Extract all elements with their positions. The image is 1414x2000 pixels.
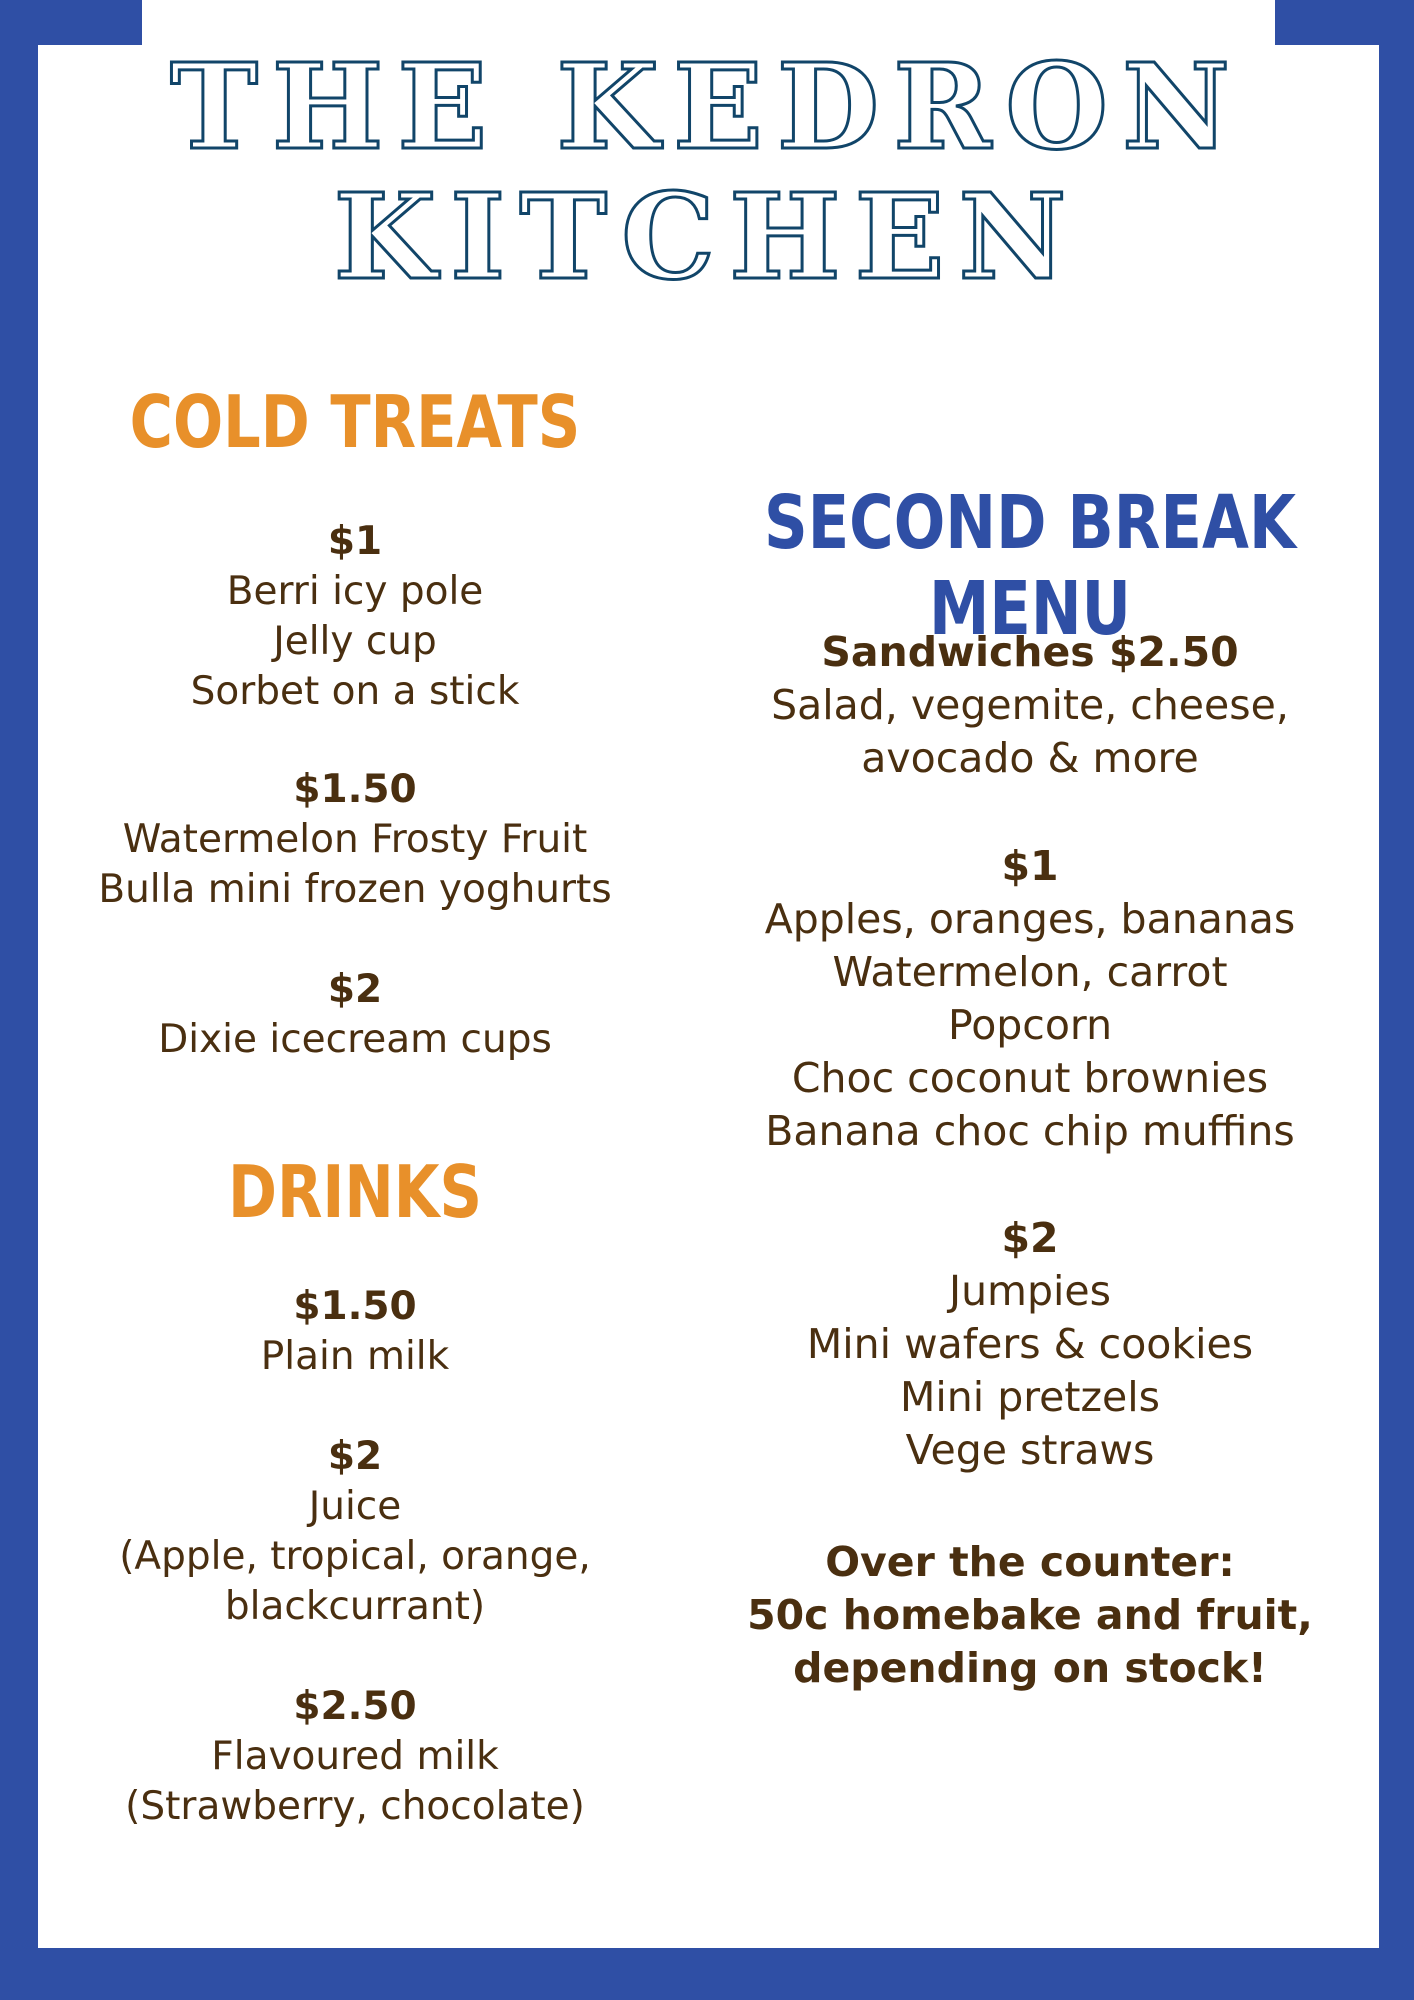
menu-item: Mini pretzels <box>900 1373 1160 1421</box>
price-label: $1.50 <box>293 767 417 812</box>
price-label: $1.50 <box>293 1284 417 1329</box>
drinks-group-1 <box>40 1282 670 1382</box>
cold-treats-group-2 <box>40 765 670 915</box>
menu-item: Bulla mini frozen yoghurts <box>98 867 612 912</box>
menu-item: Choc coconut brownies <box>791 1054 1269 1102</box>
second-break-heading: SECOND BREAK MENU <box>764 480 1296 652</box>
right-column <box>700 0 1360 2000</box>
drinks-group-3 <box>40 1682 670 1832</box>
over-the-counter-note <box>700 1536 1360 1695</box>
title-line-2: KITCHEN <box>333 167 1081 306</box>
menu-item: avocado & more <box>861 734 1199 782</box>
price-label: $2.50 <box>293 1684 417 1729</box>
menu-item: Dixie icecream cups <box>158 1017 552 1062</box>
menu-item: Sorbet on a stick <box>190 669 520 714</box>
price-label: $2 <box>1001 1214 1059 1262</box>
price-label: $1 <box>1001 842 1059 890</box>
menu-item: (Apple, tropical, orange, <box>119 1534 591 1579</box>
menu-item: Watermelon Frosty Fruit <box>122 817 588 862</box>
drinks-group-2 <box>40 1432 670 1632</box>
price-label: Sandwiches $2.50 <box>821 628 1239 676</box>
menu-item: Salad, vegemite, cheese, <box>771 681 1289 729</box>
cold-treats-group-1 <box>40 517 670 717</box>
drinks-heading: DRINKS <box>227 1150 483 1234</box>
menu-item: Banana choc chip muffins <box>765 1107 1295 1155</box>
menu-item: (Strawberry, chocolate) <box>125 1784 585 1829</box>
menu-item: Juice <box>308 1484 402 1529</box>
counter-line: Over the counter: <box>825 1538 1235 1586</box>
menu-item: Mini wafers & cookies <box>806 1320 1254 1368</box>
sandwiches-group <box>700 626 1360 785</box>
left-column <box>40 0 670 2000</box>
menu-item: Jumpies <box>948 1267 1112 1315</box>
counter-line: 50c homebake and fruit, <box>747 1591 1313 1639</box>
menu-item: Plain milk <box>260 1334 450 1379</box>
menu-item: Flavoured milk <box>211 1734 499 1779</box>
menu-item: Jelly cup <box>273 619 437 664</box>
second-break-group-1 <box>700 840 1360 1158</box>
cold-treats-heading: COLD TREATS <box>129 380 581 464</box>
menu-item: Apples, oranges, bananas <box>764 895 1296 943</box>
price-label: $2 <box>327 967 383 1012</box>
counter-line: depending on stock! <box>793 1644 1267 1692</box>
price-label: $1 <box>327 519 383 564</box>
title-line-1: THE KEDRON <box>170 37 1244 176</box>
menu-item: Watermelon, carrot <box>832 948 1228 996</box>
menu-item: Berri icy pole <box>226 569 484 614</box>
cold-treats-group-3 <box>40 965 670 1065</box>
menu-item: Vege straws <box>905 1426 1155 1474</box>
price-label: $2 <box>327 1434 383 1479</box>
second-break-group-2 <box>700 1212 1360 1477</box>
menu-item: blackcurrant) <box>224 1584 486 1629</box>
menu-item: Popcorn <box>947 1001 1113 1049</box>
